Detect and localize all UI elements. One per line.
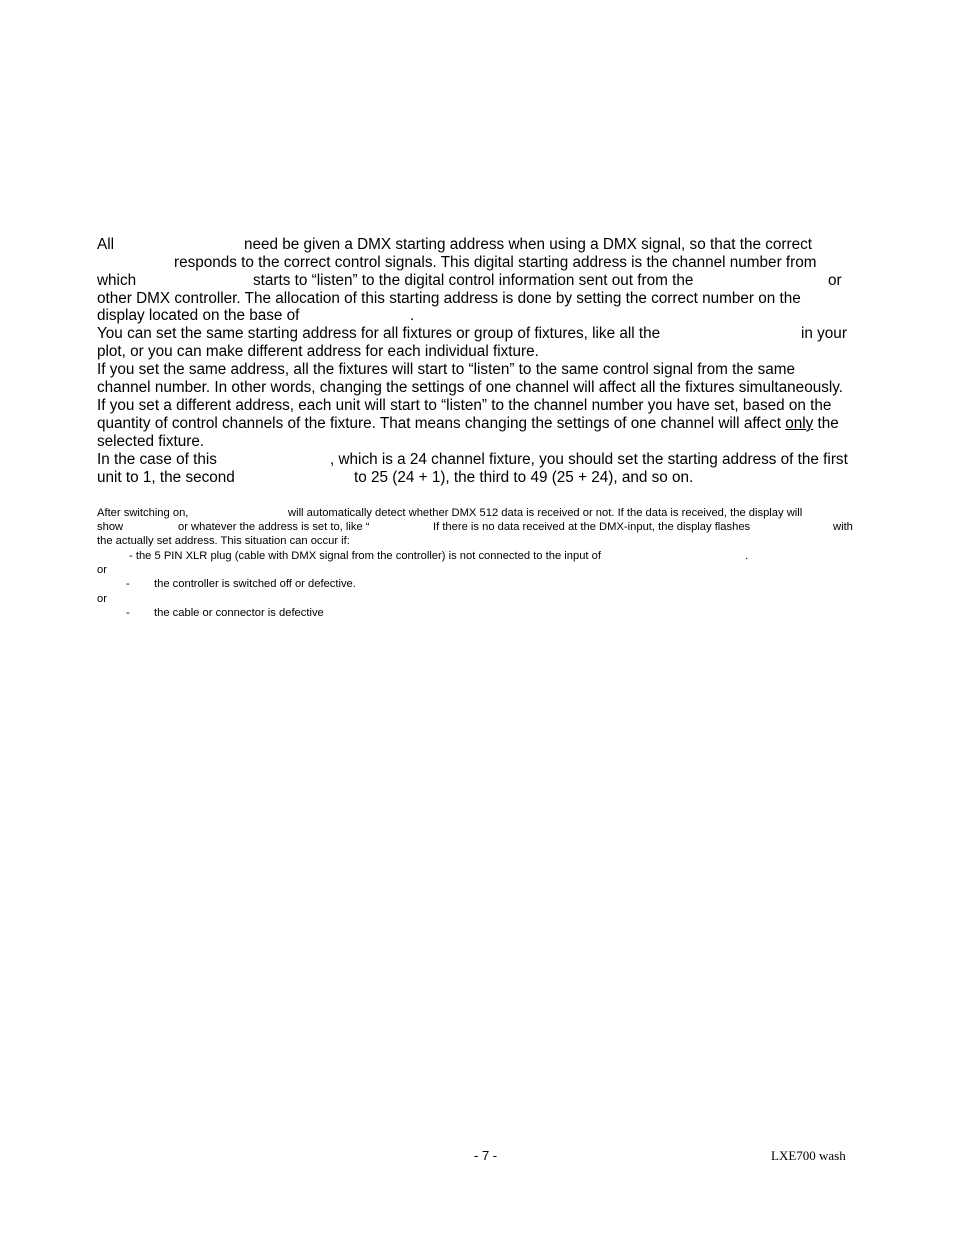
para1-line5-start: display located on the base of xyxy=(97,307,300,324)
condition-2: the controller is switched off or defective. xyxy=(154,578,356,590)
para5-line2-end: to 25 (24 + 1), the third to 49 (25 + 24), and so on. xyxy=(354,469,694,486)
condition-3: the cable or connector is defective xyxy=(154,607,324,619)
para1-line1-start: All xyxy=(97,236,114,253)
condition-2-bullet: - xyxy=(126,578,130,590)
para2-line1-end: in your xyxy=(801,325,847,342)
para4-line2-end: the xyxy=(817,415,839,432)
para1-line2: responds to the correct control signals. This digital starting address is the channel number from xyxy=(174,254,817,271)
para1-line1-end: need be given a DMX starting address when using a DMX signal, so that the correct xyxy=(244,236,812,253)
para1-line3-start: which xyxy=(97,272,137,289)
para1-line5-end: . xyxy=(410,307,415,324)
para1-line4: other DMX controller. The allocation of this starting address is done by setting the correct number on the xyxy=(97,290,801,307)
detect-line2-end: with xyxy=(833,521,853,533)
detect-line2-middle: or whatever the address is set to, like “ xyxy=(178,521,370,533)
para3-line1: If you set the same address, all the fixtures will start to “listen” to the same control signal from the same xyxy=(97,361,796,378)
para3-line2: channel number. In other words, changing the settings of one channel will affect all the fixtures simultaneously. xyxy=(97,379,844,396)
para4-line3: selected fixture. xyxy=(97,433,205,450)
para4-line2-text: quantity of control channels of the fixture. That means changing the settings of one channel will affect xyxy=(97,415,781,432)
page-number: - 7 - xyxy=(474,1148,498,1163)
condition-1-end: . xyxy=(745,550,749,562)
para4-line1: If you set a different address, each unit will start to “listen” to the channel number you have set, based on the xyxy=(97,397,832,414)
para1-line3-end: or xyxy=(828,272,842,289)
para2-line2: plot, or you can make different address for each individual fixture. xyxy=(97,343,539,360)
para2-line1-start: You can set the same starting address for all fixtures or group of fixtures, like all the xyxy=(97,325,661,342)
detect-line2-start: show xyxy=(97,521,124,533)
or-separator-2: or xyxy=(97,593,107,605)
para5-line2-start: unit to 1, the second xyxy=(97,469,235,486)
para5-line1-start: In the case of this xyxy=(97,451,217,468)
emphasis-only: only xyxy=(785,415,814,432)
detect-line1-end: will automatically detect whether DMX 512 data is received or not. If the data is received, the display will xyxy=(288,507,803,519)
para5-line1-end: , which is a 24 channel fixture, you should set the starting address of the first xyxy=(330,451,848,468)
detect-line1-start: After switching on, xyxy=(97,507,189,519)
detect-line3: the actually set address. This situation can occur if: xyxy=(97,535,350,547)
para4-line2 xyxy=(97,415,839,433)
condition-1: - the 5 PIN XLR plug (cable with DMX signal from the controller) is not connected to the input of xyxy=(129,550,601,562)
condition-3-bullet: - xyxy=(126,607,130,619)
para1-line3-middle: starts to “listen” to the digital control information sent out from the xyxy=(253,272,694,289)
or-separator-1: or xyxy=(97,564,107,576)
detect-line2-flash: If there is no data received at the DMX-input, the display flashes xyxy=(433,521,751,533)
model-name: LXE700 wash xyxy=(771,1148,846,1163)
